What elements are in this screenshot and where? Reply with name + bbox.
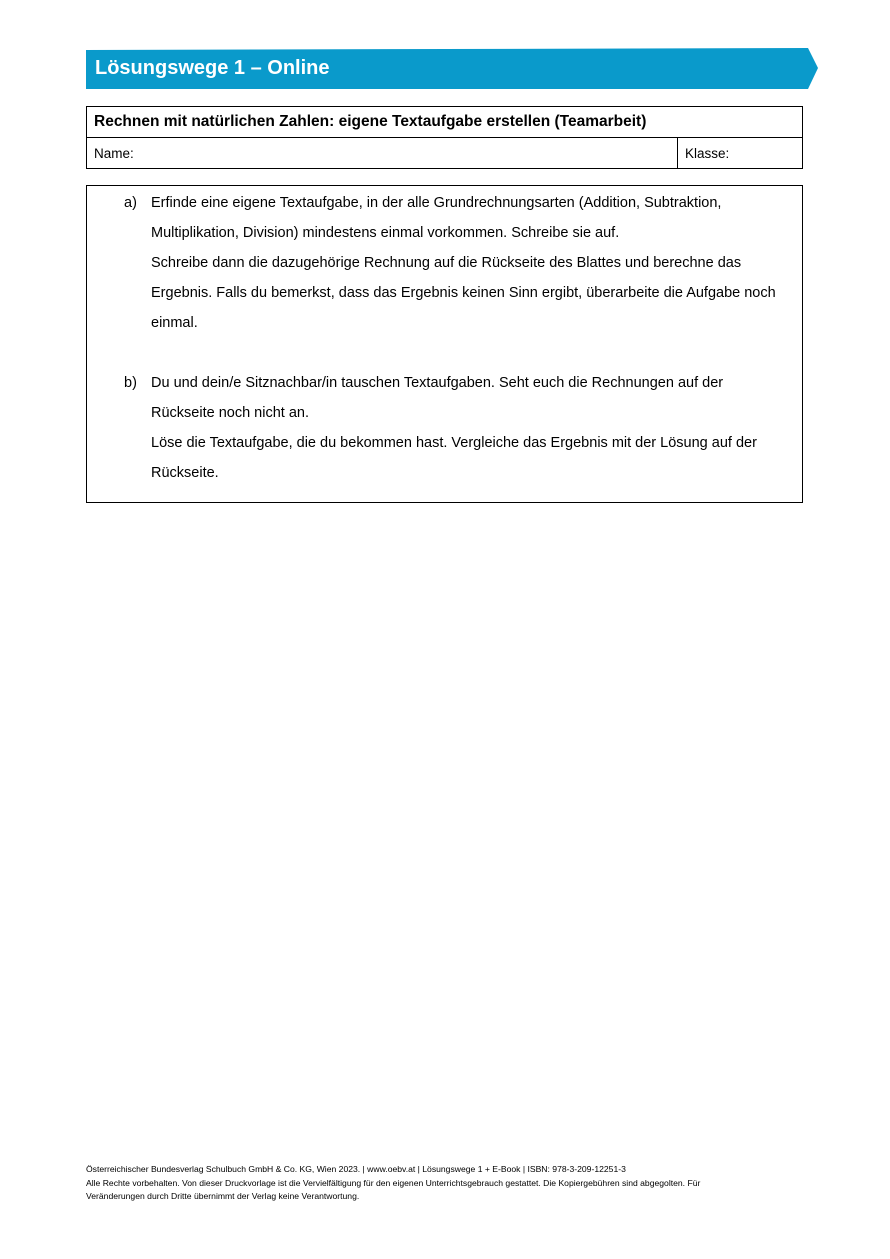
task-line: Rückseite. <box>151 465 219 481</box>
task-line: Multiplikation, Division) mindestens einmal vorkommen. Schreibe sie auf. <box>151 225 620 241</box>
task-label: a) <box>124 195 137 211</box>
footer-line: Österreichischer Bundesverlag Schulbuch GmbH & Co. KG, Wien 2023. | www.oebv.at | Lösungswege 1 + E-Book | ISBN: 978-3-209-12251-3 <box>86 1164 626 1174</box>
task-line: Schreibe dann die dazugehörige Rechnung auf die Rückseite des Blattes und berechne das <box>151 255 742 271</box>
worksheet-header-table <box>86 106 803 169</box>
copyright-footer <box>86 1163 806 1204</box>
name-field <box>87 138 678 168</box>
task-line: Löse die Textaufgabe, die du bekommen hast. Vergleiche das Ergebnis mit der Lösung auf der <box>151 435 757 451</box>
footer-line: Veränderungen durch Dritte übernimmt der Verlag keine Verantwortung. <box>86 1191 360 1201</box>
worksheet-title: Rechnen mit natürlichen Zahlen: eigene Textaufgabe erstellen (Teamarbeit) <box>87 107 802 138</box>
class-field <box>678 138 802 168</box>
banner-title: Lösungswege 1 – Online <box>95 57 330 79</box>
task-text <box>151 188 799 338</box>
task-text <box>151 368 799 488</box>
task-line: Ergebnis. Falls du bemerkst, dass das Ergebnis keinen Sinn ergibt, überarbeite die Aufgabe noch <box>151 285 776 301</box>
name-label: Name: <box>94 145 134 161</box>
task-line: Du und dein/e Sitznachbar/in tauschen Textaufgaben. Seht euch die Rechnungen auf der <box>151 375 724 391</box>
task-box <box>86 185 803 503</box>
footer-line: Alle Rechte vorbehalten. Von dieser Druckvorlage ist die Vervielfältigung für den eigenen Unterrichtsgebrauch gestattet. Die Kopiergebühren sind abgegolten. Für <box>86 1177 701 1188</box>
header-banner <box>86 48 818 89</box>
class-label: Klasse: <box>685 145 730 161</box>
task-line: Erfinde eine eigene Textaufgabe, in der alle Grundrechnungsarten (Addition, Subtraktion, <box>151 195 722 211</box>
student-info-row <box>87 138 802 168</box>
task-line: einmal. <box>151 315 198 331</box>
task-label: b) <box>124 375 137 391</box>
task-line: Rückseite noch nicht an. <box>151 405 309 421</box>
